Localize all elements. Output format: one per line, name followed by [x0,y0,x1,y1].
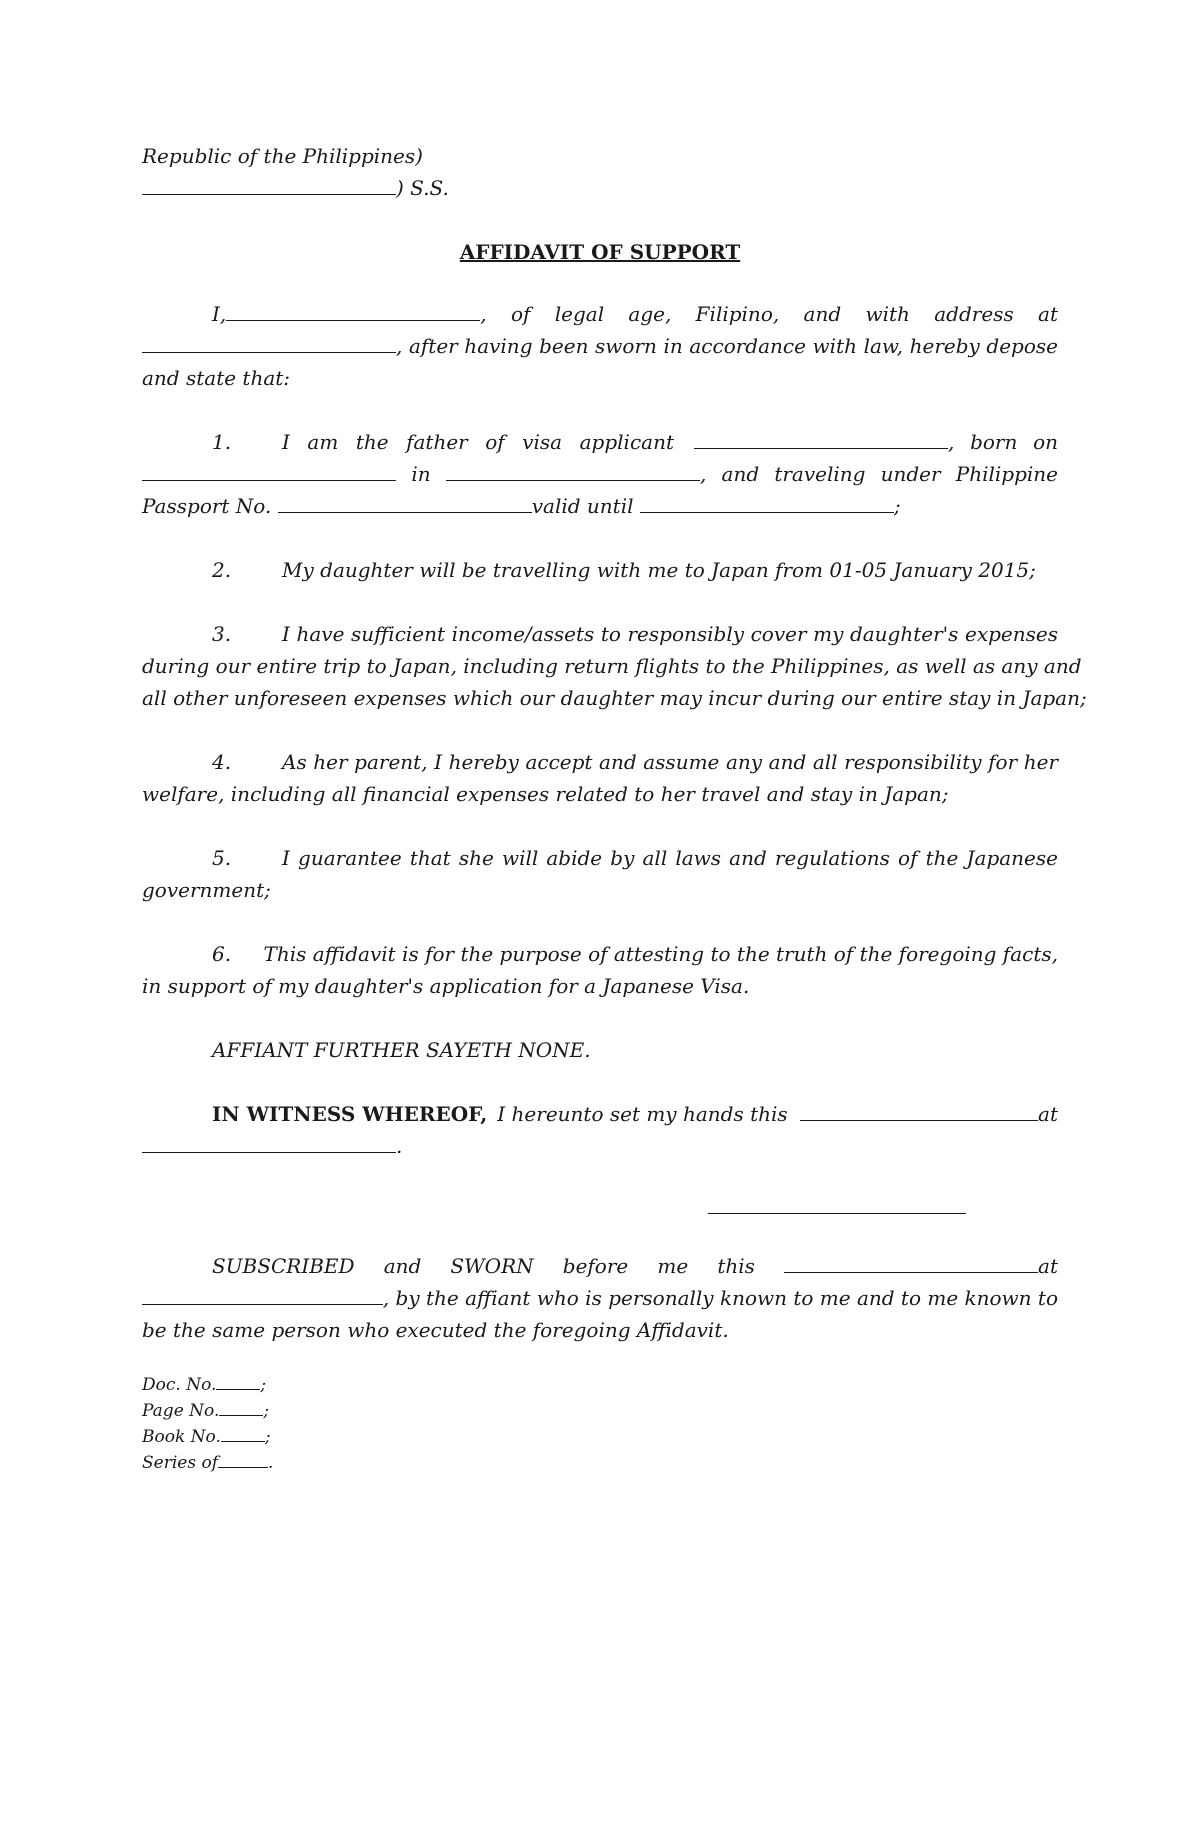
witness-date-blank [800,1100,1038,1121]
item-1-line-1: 1. I am the father of visa applicant , born on [212,430,1058,454]
document-title: AFFIDAVIT OF SUPPORT [459,240,741,264]
intro-line-1: I, , of legal age, Filipino, and with address at [212,302,1058,326]
item-5-line-1: 5. I guarantee that she will abide by all laws and regulations of the Japanese [212,846,1058,870]
affiant-name-blank [226,300,480,321]
header-republic: Republic of the Philippines) [142,144,423,168]
affiant-signature-line [708,1213,966,1214]
witness-place-blank [142,1132,396,1153]
item-5-line-2: government; [142,878,271,902]
intro-line-3: and state that: [142,366,291,390]
notary-record [142,1372,1058,1476]
item-1-line-2: in , and traveling under Philippine [142,458,1058,490]
item-6-line-2: in support of my daughter's application for a Japanese Visa. [142,974,750,998]
venue-blank [142,174,396,195]
birth-place-blank [446,460,700,481]
affiant-further-sayeth: AFFIANT FURTHER SAYETH NONE. [212,1038,591,1062]
sworn-date-blank [784,1252,1038,1273]
header-ss: ) S.S. [142,172,1058,204]
passport-number-blank [278,492,532,513]
applicant-name-blank [694,428,948,449]
witness-line-2: . [142,1130,1058,1162]
item-6-line-1: 6. This affidavit is for the purpose of attesting to the truth of the foregoing facts, [212,942,1058,966]
subscribed-line-2: , by the affiant who is personally known to me and to me known to [142,1282,1058,1314]
address-blank [142,332,396,353]
page-no: Page No. ; [142,1401,270,1421]
birth-date-blank [142,460,396,481]
item-4-line-2: welfare, including all financial expenses related to her travel and stay in Japan; [142,782,949,806]
subscribed-line-3: be the same person who executed the foregoing Affidavit. [142,1318,729,1342]
item-1-line-3: Passport No. valid until ; [142,494,901,518]
intro-line-2: , after having been sworn in accordance with law, hereby depose [142,330,1058,362]
item-2: 2. My daughter will be travelling with me to Japan from 01-05 January 2015; [212,558,1036,582]
item-4-line-1: 4. As her parent, I hereby accept and assume any and all responsibility for her [212,750,1058,774]
series-of: Series of . [142,1453,274,1473]
sworn-place-blank [142,1284,383,1305]
passport-validity-blank [640,492,894,513]
subscribed-line-1: SUBSCRIBED and SWORN before me this at [212,1254,1058,1278]
item-3-line-1: 3. I have sufficient income/assets to responsibly cover my daughter's expenses [212,622,1058,646]
witness-line-1: IN WITNESS WHEREOF, I hereunto set my hands this at [212,1102,1058,1126]
item-3-line-2: during our entire trip to Japan, including return flights to the Philippines, as well as any and [142,654,1082,678]
item-3-line-3: all other unforeseen expenses which our daughter may incur during our entire stay in Japan; [142,686,1087,710]
book-no: Book No. ; [142,1427,271,1447]
doc-no: Doc. No. ; [142,1375,267,1395]
